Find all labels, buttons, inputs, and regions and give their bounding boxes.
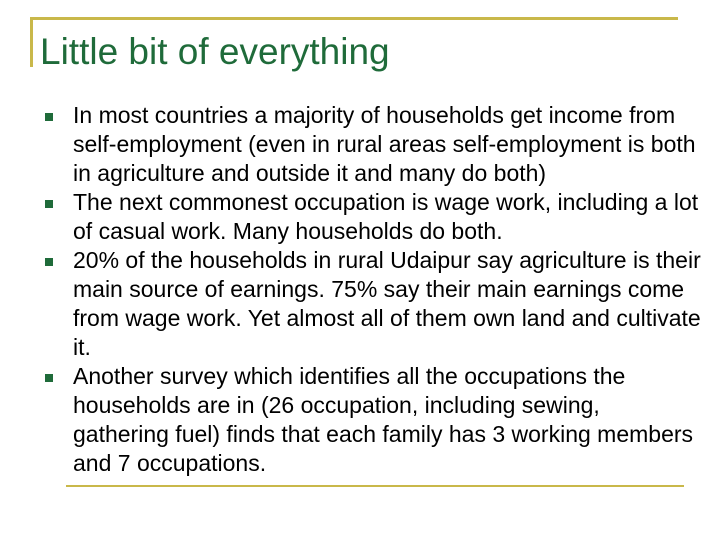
- bullet-item: [42, 246, 702, 362]
- bullet-text: In most countries a majority of households get income from self-employment (even in rural areas self-employment is both in agriculture and outside it and many do both): [73, 102, 696, 186]
- bottom-accent-line: [66, 485, 684, 487]
- bullet-item: [42, 188, 702, 246]
- square-bullet-icon: [45, 200, 53, 208]
- bullet-text: Another survey which identifies all the occupations the households are in (26 occupation, including sewing, gathering fuel) finds that each family has 3 working members and 7 occupations.: [73, 363, 694, 476]
- bullet-item: [42, 101, 702, 188]
- square-bullet-icon: [45, 113, 53, 121]
- bullet-text: 20% of the households in rural Udaipur say agriculture is their main source of earnings. 75% say their main earnings come from wage work. Yet almost all of them own land and cultivate it.: [73, 247, 701, 360]
- square-bullet-icon: [45, 374, 53, 382]
- top-accent-line: [30, 17, 678, 20]
- slide-title: Little bit of everything: [40, 31, 390, 72]
- left-accent-line: [30, 17, 33, 67]
- bullet-item: [42, 362, 702, 478]
- bullet-list: [42, 101, 702, 478]
- square-bullet-icon: [45, 258, 53, 266]
- bullet-text: The next commonest occupation is wage work, including a lot of casual work. Many households do both.: [73, 189, 699, 244]
